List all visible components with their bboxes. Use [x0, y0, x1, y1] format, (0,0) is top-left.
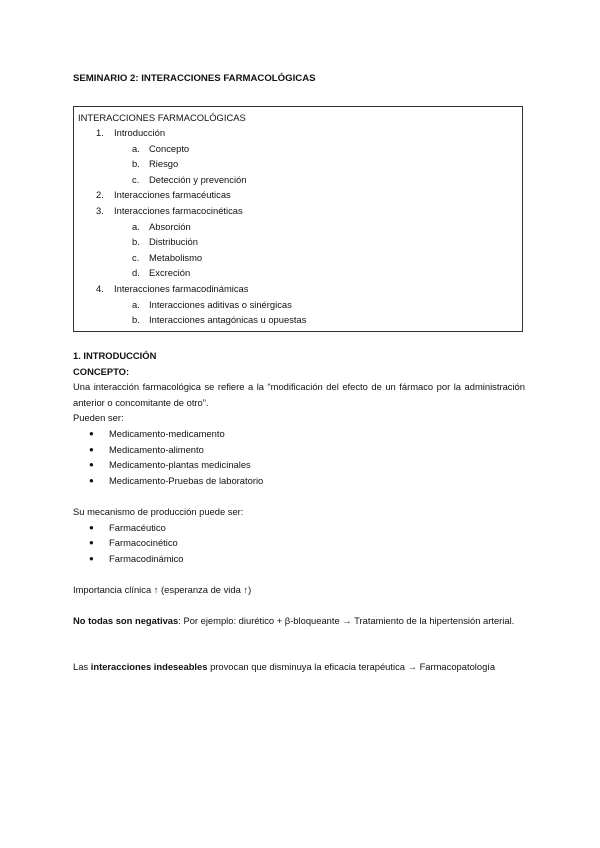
toc-item-label: Interacciones farmacocinéticas	[114, 205, 243, 216]
mechanism-list-item: ● Farmacocinético	[73, 535, 525, 551]
undesirable-rest: provocan que disminuya la eficacia terapéutica → Farmacopatología	[207, 661, 496, 672]
toc-item-number: 2.	[96, 189, 104, 201]
toc-subitem-label: Interacciones aditivas o sinérgicas	[149, 298, 292, 310]
toc-item	[96, 283, 248, 294]
types-list	[73, 426, 525, 488]
types-list-item: ● Medicamento-plantas medicinales	[73, 457, 525, 473]
toc-item-label: Introducción	[114, 127, 166, 138]
toc-subitem	[132, 221, 191, 232]
section-heading: 1. INTRODUCCIÓN	[73, 350, 157, 361]
undesirable-paragraph	[73, 659, 525, 675]
toc-subitem-letter: a.	[132, 298, 140, 310]
toc-subitem-letter: b.	[132, 314, 140, 326]
toc-subitem	[132, 314, 306, 325]
mechanism-list-item: ● Farmacodinámico	[73, 551, 525, 567]
mechanism-intro: Su mecanismo de producción puede ser:	[73, 506, 244, 517]
toc-subitem-label: Concepto	[149, 142, 190, 154]
toc-subitem-letter: b.	[132, 158, 140, 170]
toc-subitem	[132, 158, 178, 169]
mechanism-list-item: ● Farmacéutico	[73, 520, 525, 536]
definition-paragraph: Una interacción farmacológica se refiere a la “modificación del efecto de un fármaco por la administración anterior o concomitante de otro”.	[73, 381, 525, 408]
table-of-contents	[73, 106, 523, 332]
types-list-item: ● Medicamento-medicamento	[73, 426, 525, 442]
toc-subitem-letter: d.	[132, 267, 140, 279]
types-list-item: ● Medicamento-Pruebas de laboratorio	[73, 473, 525, 489]
toc-item-number: 3.	[96, 205, 104, 216]
toc-subitem-label: Interacciones antagónicas u opuestas	[149, 314, 307, 326]
toc-subitem-letter: a.	[132, 220, 140, 232]
toc-subitem-label: Metabolismo	[149, 251, 203, 263]
toc-item-label: Interacciones farmacéuticas	[114, 189, 231, 201]
not-negative-bold: No todas son negativas	[73, 615, 179, 626]
toc-heading: INTERACCIONES FARMACOLÓGICAS	[78, 112, 246, 123]
not-negative-paragraph	[73, 613, 525, 629]
types-intro: Pueden ser:	[73, 412, 124, 424]
not-negative-rest: : Por ejemplo: diurético + β-bloqueante → Tratamiento de la hipertensión arterial.	[178, 615, 515, 626]
toc-item-number: 1.	[96, 127, 104, 138]
toc-subitem-label: Excreción	[149, 267, 191, 279]
toc-subitem-label: Distribución	[149, 236, 198, 248]
mechanism-list	[73, 520, 525, 567]
toc-subitem-letter: c.	[132, 173, 140, 185]
toc-subitem	[132, 174, 246, 185]
toc-subitem-label: Riesgo	[149, 158, 179, 170]
concept-subheading: CONCEPTO:	[73, 365, 130, 377]
undesirable-pre: Las	[73, 661, 91, 672]
toc-item-label: Interacciones farmacodinámicas	[114, 283, 249, 294]
toc-subitem-letter: c.	[132, 251, 140, 263]
toc-subitem-label: Detección y prevención	[149, 173, 247, 185]
toc-subitem	[132, 267, 190, 278]
importance-line: Importancia clínica ↑ (esperanza de vida ↑)	[73, 584, 252, 595]
toc-item	[96, 205, 243, 216]
undesirable-bold: interacciones indeseables	[90, 661, 208, 672]
toc-subitem	[132, 299, 292, 310]
toc-subitem-letter: b.	[132, 236, 140, 248]
toc-subitem-letter: a.	[132, 142, 140, 154]
document-title: SEMINARIO 2: INTERACCIONES FARMACOLÓGICAS	[73, 73, 316, 84]
toc-item	[96, 189, 231, 200]
toc-subitem-label: Absorción	[149, 220, 191, 232]
toc-item-number: 4.	[96, 283, 104, 294]
section-introduction	[73, 348, 525, 488]
toc-subitem	[132, 252, 202, 263]
types-list-item: ● Medicamento-alimento	[73, 442, 525, 458]
toc-item	[96, 127, 165, 138]
toc-subitem	[132, 143, 189, 154]
mechanism-block	[73, 504, 525, 566]
toc-subitem	[132, 236, 198, 247]
